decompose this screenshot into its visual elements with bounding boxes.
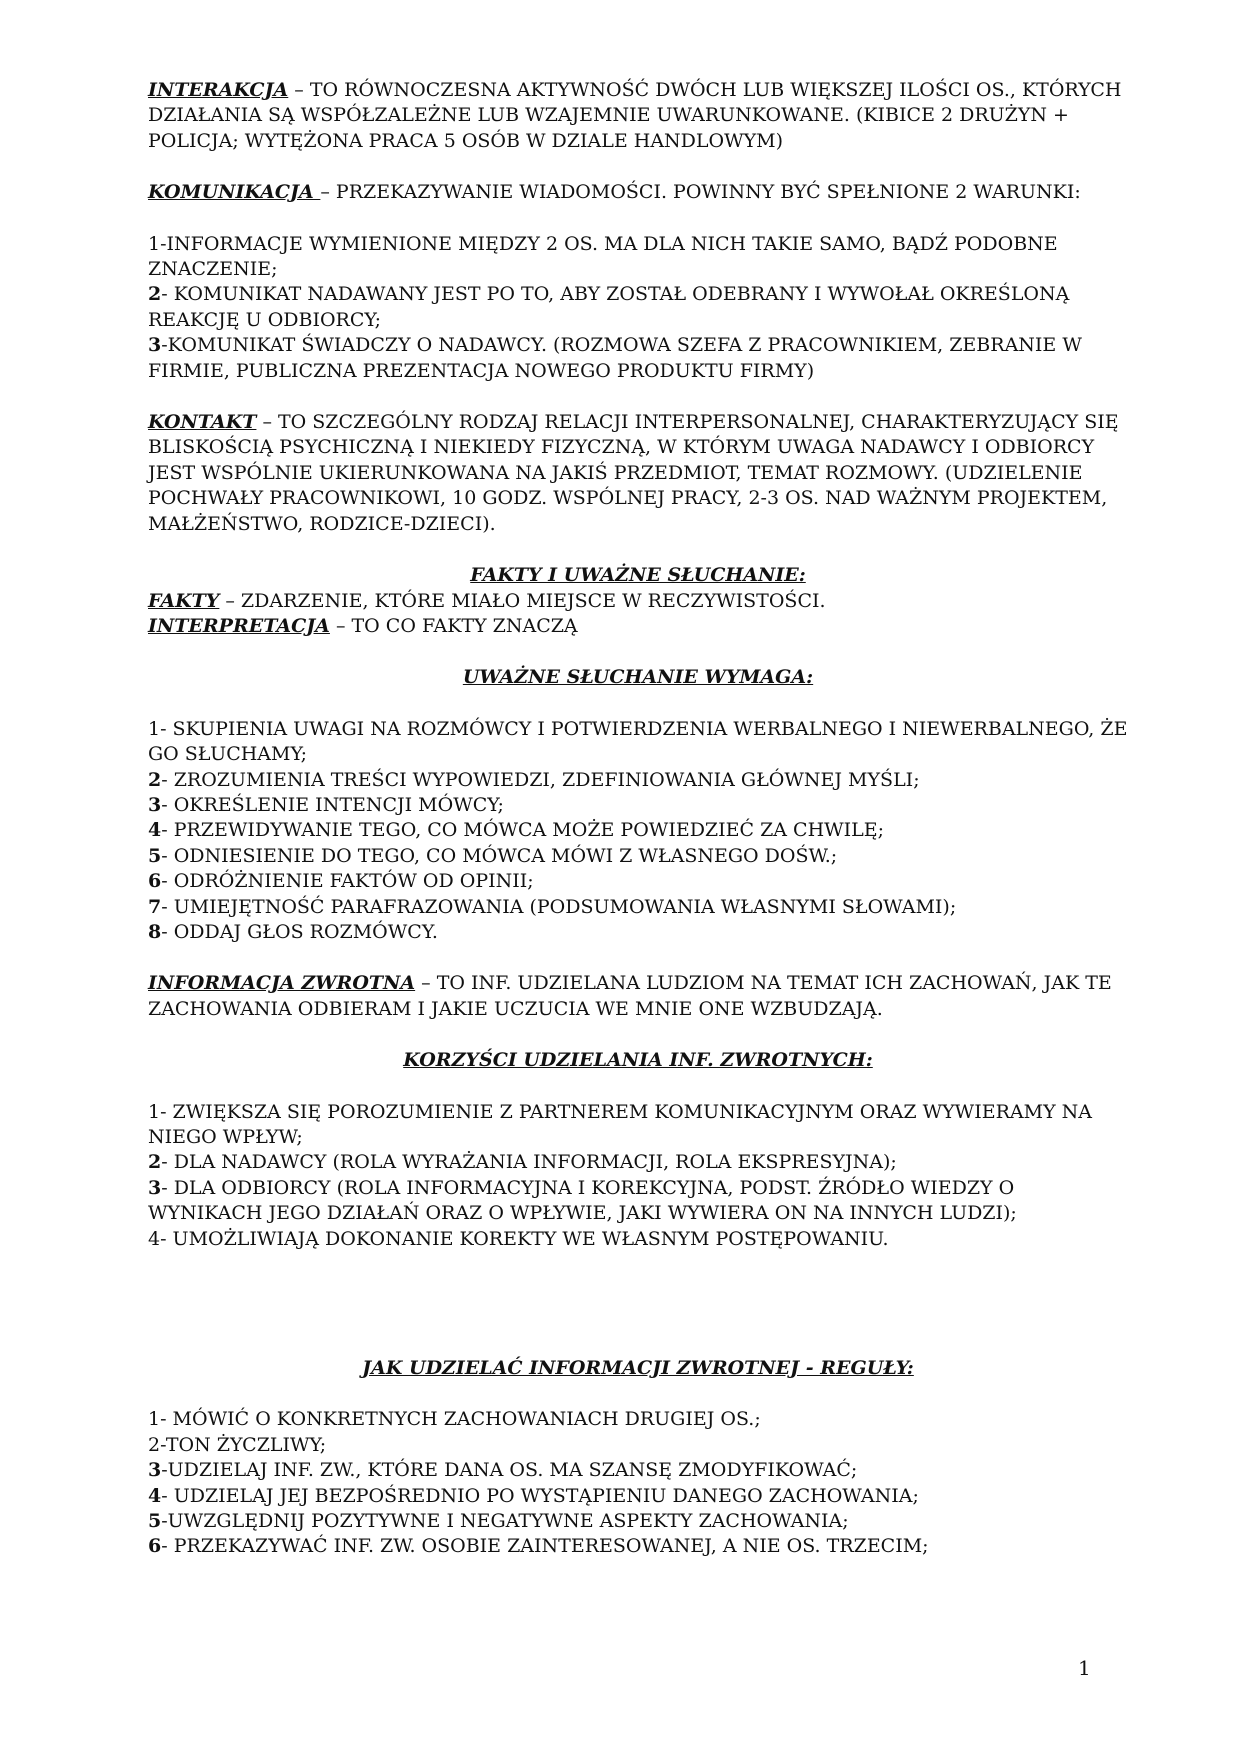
kontakt-text: – TO SZCZEGÓLNY RODZAJ RELACJI INTERPERSONALNEJ, CHARAKTERYZUJĄCY SIĘ BLISKOŚCIĄ PSYCHICZNĄ I NIEKIEDY FIZYCZNĄ, W KTÓRYM UWAGA NADAWCY I ODBIORCY JEST WSPÓLNIE UKIERUNKOWANA NA JAKIŚ PRZEDMIOT, TEMAT ROZMOWY. (UDZIELENIE POCHWAŁY PRACOWNIKOWI, 10 GODZ. WSPÓLNEJ PRACY, 2-3 OS. NAD WAŻNYM PROJEKTEM, MAŁŻEŃSTWO, RODZICE-DZIECI). — [148, 411, 1119, 535]
section-heading-korzysci: KORZYŚCI UDZIELANIA INF. ZWROTNYCH: — [403, 1049, 873, 1072]
section-heading-sluchanie: UWAŻNE SŁUCHANIE WYMAGA: — [462, 666, 814, 689]
list-item: 4- PRZEWIDYWANIE TEGO, CO MÓWCA MOŻE POWIEDZIEĆ ZA CHWILĘ; — [148, 819, 885, 842]
list-item: 8- ODDAJ GŁOS ROZMÓWCY. — [148, 920, 438, 943]
informacja-zwrotna-definition: INFORMACJA ZWROTNA – TO INF. UDZIELANA LUDZIOM NA TEMAT ICH ZACHOWAŃ, JAK TE ZACHOWANIA ODBIERAM I JAKIE UCZUCIA WE MNIE ONE WZBUDZAJĄ. — [148, 972, 1112, 1020]
fakty-definition: FAKTY – ZDARZENIE, KTÓRE MIAŁO MIEJSCE W RECZYWISTOŚCI. — [148, 589, 826, 612]
list-item: 1- MÓWIĆ O KONKRETNYCH ZACHOWANIACH DRUGIEJ OS.; — [148, 1408, 761, 1431]
list-item: 6- PRZEKAZYWAĆ INF. ZW. OSOBIE ZAINTERESOWANEJ, A NIE OS. TRZECIM; — [148, 1535, 929, 1558]
interakcja-definition — [148, 78, 1128, 154]
list-item: 1- ZWIĘKSZA SIĘ POROZUMIENIE Z PARTNEREM KOMUNIKACYJNYM ORAZ WYWIERAMY NA NIEGO WPŁYW; — [148, 1100, 1092, 1148]
term-kontakt: KONTAKT — [148, 411, 257, 434]
list-item: 4- UMOŻLIWIAJĄ DOKONANIE KOREKTY WE WŁASNYM POSTĘPOWANIU. — [148, 1227, 889, 1250]
term-interpretacja: INTERPRETACJA — [148, 614, 330, 637]
list-item: 7- UMIEJĘTNOŚĆ PARAFRAZOWANIA (PODSUMOWANIA WŁASNYMI SŁOWAMI); — [148, 895, 957, 918]
page-number: 1 — [1078, 1656, 1091, 1680]
list-item: 2-TON ŻYCZLIWY; — [148, 1433, 327, 1456]
komunikacja-definition — [148, 180, 1128, 205]
term-komunikacja: KOMUNIKACJA — [148, 181, 321, 204]
list-item: 1- SKUPIENIA UWAGI NA ROZMÓWCY I POTWIERDZENIA WERBALNEGO I NIEWERBALNEGO, ŻE GO SŁUCHAMY; — [148, 717, 1128, 766]
list-item: 2- KOMUNIKAT NADAWANY JEST PO TO, ABY ZOSTAŁ ODEBRANY I WYWOŁAŁ OKREŚLONĄ REAKCJĘ U ODBIORCY; — [148, 283, 1070, 331]
term-fakty: FAKTY — [148, 589, 220, 612]
section-heading-fakty: FAKTY I UWAŻNE SŁUCHANIE: — [470, 564, 806, 587]
list-item: 6- ODRÓŻNIENIE FAKTÓW OD OPINII; — [148, 870, 534, 893]
term-informacja-zwrotna: INFORMACJA ZWROTNA — [148, 972, 416, 995]
interpretacja-definition: INTERPRETACJA – TO CO FAKTY ZNACZĄ — [148, 614, 578, 637]
list-item: 2- DLA NADAWCY (ROLA WYRAŻANIA INFORMACJI, ROLA EKSPRESYJNA); — [148, 1151, 897, 1174]
list-item: 2- ZROZUMIENIA TREŚCI WYPOWIEDZI, ZDEFINIOWANIA GŁÓWNEJ MYŚLI; — [148, 768, 920, 791]
list-item: 5- ODNIESIENIE DO TEGO, CO MÓWCA MÓWI Z WŁASNEGO DOŚW.; — [148, 844, 838, 867]
list-item: 3- DLA ODBIORCY (ROLA INFORMACYJNA I KOREKCYJNA, PODST. ŹRÓDŁO WIEDZY O WYNIKACH JEGO DZIAŁAŃ ORAZ O WPŁYWIE, JAKI WYWIERA ON NA INNYCH LUDZI); — [148, 1176, 1017, 1225]
section-heading-reguly: JAK UDZIELAĆ INFORMACJI ZWROTNEJ - REGUŁY: — [362, 1357, 914, 1380]
komunikacja-text: – PRZEKAZYWANIE WIADOMOŚCI. POWINNY BYĆ SPEŁNIONE 2 WARUNKI: — [320, 181, 1081, 204]
list-item: 5-UWZGLĘDNIJ POZYTYWNE I NEGATYWNE ASPEKTY ZACHOWANIA; — [148, 1510, 849, 1533]
interakcja-text: – TO RÓWNOCZESNA AKTYWNOŚĆ DWÓCH LUB WIĘKSZEJ ILOŚCI OS., KTÓRYCH DZIAŁANIA SĄ WSPÓŁZALEŻNE LUB WZAJEMNIE UWARUNKOWANE. (KIBICE 2 DRUŻYN + POLICJA; WYTĘŻONA PRACA 5 OSÓB W DZIALE HANDLOWYM) — [148, 79, 1122, 152]
document-page — [148, 78, 1128, 1560]
term-interakcja: INTERAKCJA — [148, 79, 289, 101]
list-item: 3-KOMUNIKAT ŚWIADCZY O NADAWCY. (ROZMOWA SZEFA Z PRACOWNIKIEM, ZEBRANIE W FIRMIE, PUBLICZNA PREZENTACJA NOWEGO PRODUKTU FIRMY) — [148, 334, 1082, 382]
kontakt-definition — [148, 410, 1128, 537]
list-item: 4- UDZIELAJ JEJ BEZPOŚREDNIO PO WYSTĄPIENIU DANEGO ZACHOWANIA; — [148, 1484, 919, 1507]
list-item: 3-UDZIELAJ INF. ZW., KTÓRE DANA OS. MA SZANSĘ ZMODYFIKOWAĆ; — [148, 1459, 858, 1482]
list-item: 3- OKREŚLENIE INTENCJI MÓWCY; — [148, 793, 504, 816]
list-item: 1-INFORMACJE WYMIENIONE MIĘDZY 2 OS. MA DLA NICH TAKIE SAMO, BĄDŹ PODOBNE ZNACZENIE; — [148, 232, 1058, 281]
